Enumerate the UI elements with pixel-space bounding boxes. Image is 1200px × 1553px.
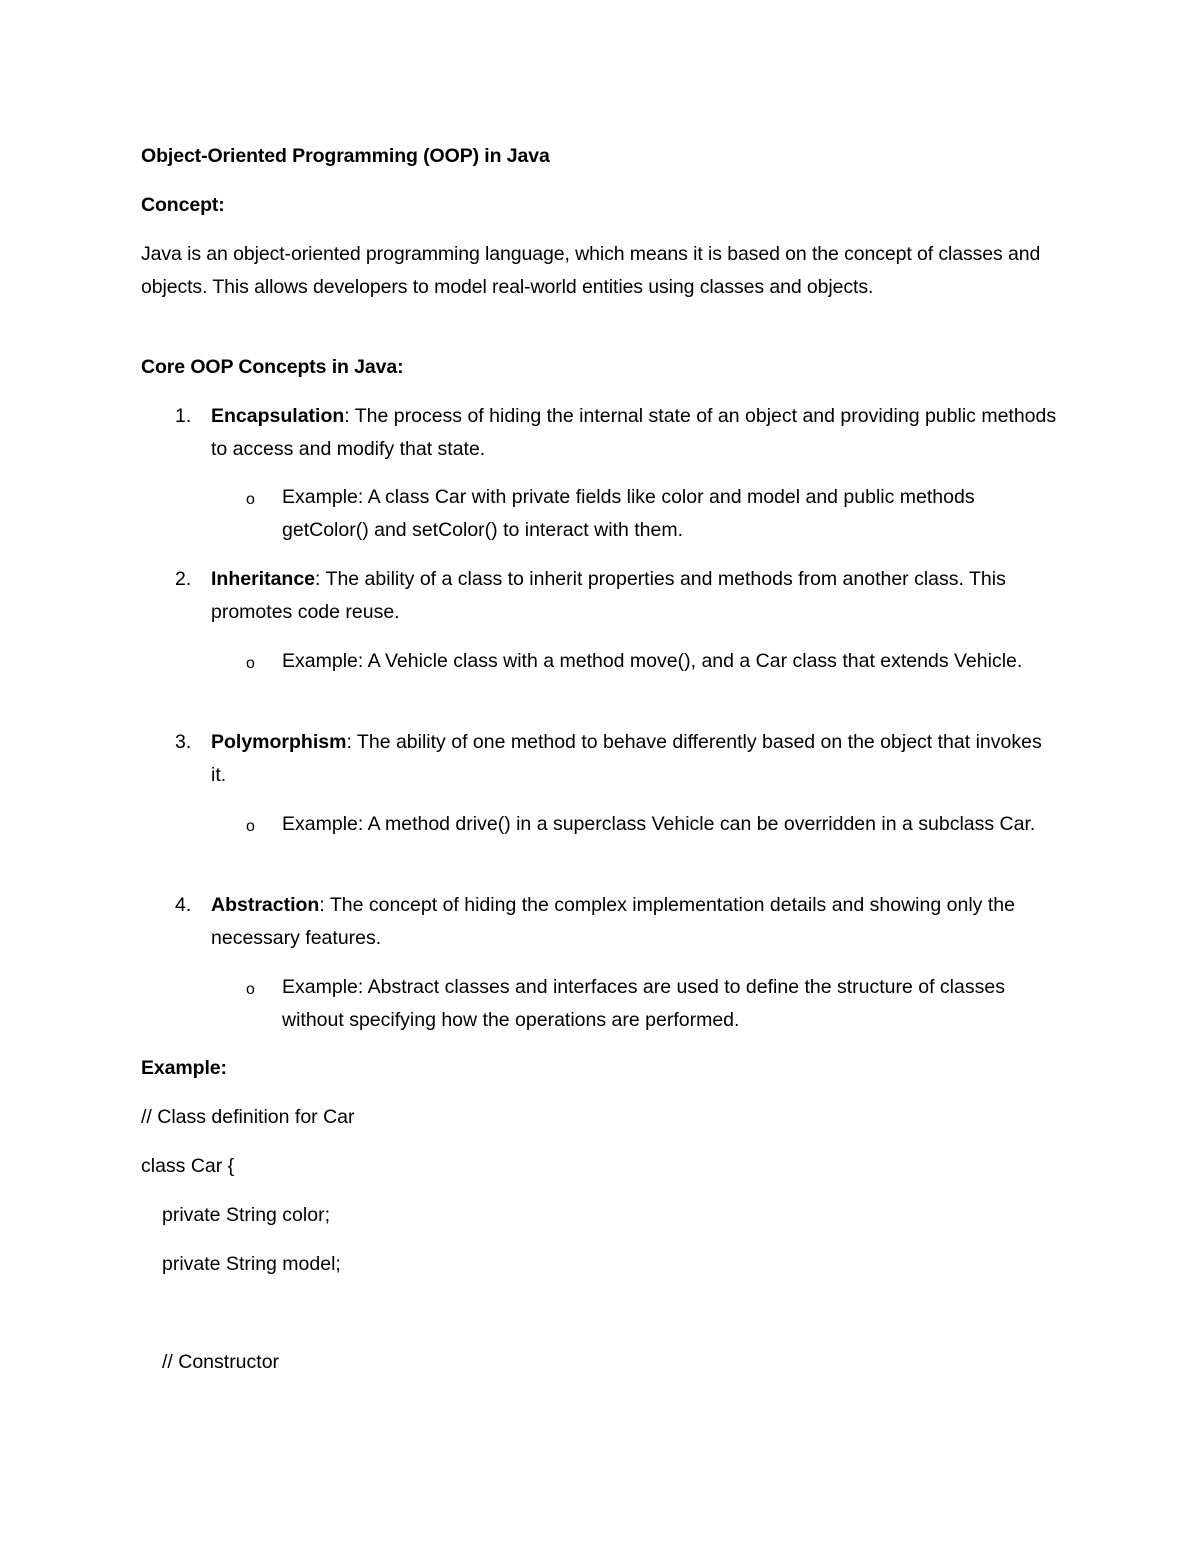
- code-line: private String color;: [162, 1204, 330, 1226]
- hollow-bullet-icon: o: [246, 818, 255, 835]
- hollow-bullet-icon: o: [246, 655, 255, 672]
- example-text: Example: Abstract classes and interfaces are used to define the structure of classes without specifying how the operations are performed.: [282, 976, 1005, 1031]
- example-heading: Example:: [141, 1057, 227, 1079]
- code-line: class Car {: [141, 1155, 235, 1177]
- concept-heading: Concept:: [141, 194, 225, 216]
- concept-description: : The ability of a class to inherit properties and methods from another class. This promotes code reuse.: [211, 568, 1006, 623]
- list-item-text: [211, 726, 1061, 792]
- list-item-text: [211, 889, 1061, 955]
- concept-paragraph: Java is an object-oriented programming language, which means it is based on the concept of classes and objects. This allows developers to model real-world entities using classes and objects.: [141, 243, 1041, 298]
- concept-description: : The concept of hiding the complex implementation details and showing only the necessary features.: [211, 894, 1015, 949]
- example-text: Example: A class Car with private fields like color and model and public methods getColor() and setColor() to interact with them.: [282, 486, 975, 541]
- example-text: Example: A Vehicle class with a method move(), and a Car class that extends Vehicle.: [282, 650, 1023, 672]
- concept-description: : The process of hiding the internal state of an object and providing public methods to access and modify that state.: [211, 405, 1057, 460]
- list-number: 3.: [175, 731, 192, 753]
- list-number: 4.: [175, 894, 192, 916]
- list-number: 1.: [175, 405, 192, 427]
- concept-term: Polymorphism: [211, 731, 347, 753]
- code-line: // Class definition for Car: [141, 1106, 355, 1128]
- code-line: // Constructor: [162, 1351, 280, 1373]
- concept-term: Inheritance: [211, 568, 316, 590]
- core-concepts-heading: Core OOP Concepts in Java:: [141, 356, 404, 378]
- list-number: 2.: [175, 568, 192, 590]
- concept-term: Abstraction: [211, 894, 320, 916]
- hollow-bullet-icon: o: [246, 981, 255, 998]
- example-text: Example: A method drive() in a superclass Vehicle can be overridden in a subclass Car.: [282, 813, 1036, 835]
- list-item-text: [211, 400, 1061, 466]
- hollow-bullet-icon: o: [246, 491, 255, 508]
- code-line: private String model;: [162, 1253, 341, 1275]
- concept-term: Encapsulation: [211, 405, 345, 427]
- document-title: Object-Oriented Programming (OOP) in Java: [141, 145, 550, 167]
- concept-description: : The ability of one method to behave differently based on the object that invokes it.: [211, 731, 1042, 786]
- list-item-text: [211, 563, 1061, 629]
